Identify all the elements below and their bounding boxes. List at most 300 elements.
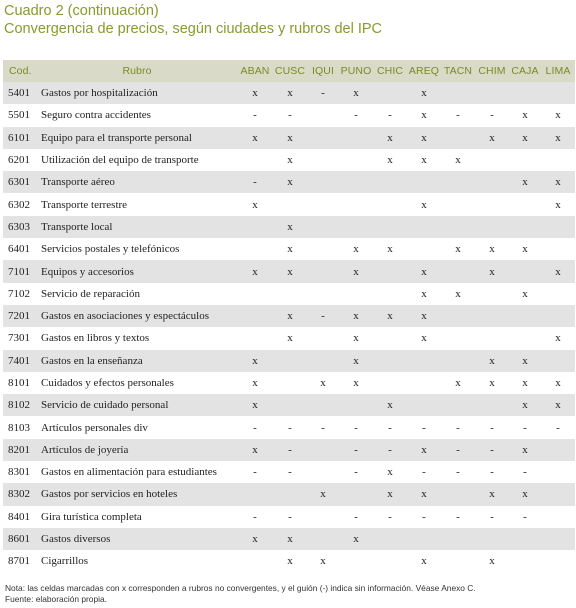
city-cell — [541, 305, 575, 327]
city-cell — [373, 171, 407, 193]
city-cell: x — [455, 243, 461, 256]
row-rubro: Transporte aéreo — [37, 171, 237, 193]
city-cell — [541, 149, 575, 171]
city-cell: x — [237, 127, 273, 149]
row-code: 8301 — [8, 466, 30, 479]
table-row — [3, 416, 575, 438]
city-cell — [373, 260, 407, 282]
city-cell: x — [455, 154, 461, 167]
city-cell: x — [421, 332, 427, 345]
city-cell — [475, 305, 509, 327]
city-cell: x — [252, 377, 258, 389]
table-row — [3, 372, 575, 394]
city-cell: - — [253, 421, 257, 434]
city-cell — [441, 305, 475, 327]
row-rubro: Gastos diversos — [37, 528, 237, 550]
city-cell: x — [541, 394, 575, 416]
city-cell — [541, 283, 575, 305]
city-cell — [237, 283, 273, 305]
city-cell — [509, 82, 541, 104]
city-cell: x — [237, 350, 273, 372]
city-cell — [307, 193, 339, 215]
city-cell — [307, 350, 339, 372]
city-cell: x — [407, 439, 441, 461]
city-cell: x — [237, 439, 273, 461]
city-cell — [307, 283, 339, 305]
column-header-code: Cod. — [3, 60, 37, 82]
row-code: 6303 — [3, 216, 37, 238]
city-cell — [509, 193, 541, 215]
city-cell: x — [489, 555, 495, 568]
city-cell — [339, 550, 373, 572]
city-cell: - — [253, 466, 257, 479]
table-row — [3, 82, 575, 104]
city-cell — [237, 238, 273, 260]
column-header-city: TACN — [441, 60, 475, 82]
city-cell — [373, 216, 407, 238]
city-cell: x — [421, 109, 427, 122]
city-cell — [273, 483, 307, 505]
row-rubro: Cuidados y efectos personales — [41, 377, 174, 389]
city-cell: - — [523, 510, 527, 523]
city-cell: - — [388, 109, 392, 122]
row-code: 5401 — [3, 82, 37, 104]
city-cell — [407, 372, 441, 394]
city-cell: x — [287, 243, 293, 256]
row-code: 8101 — [8, 377, 30, 389]
city-cell — [307, 528, 339, 550]
city-cell: x — [509, 171, 541, 193]
city-cell: - — [373, 439, 407, 461]
city-cell: - — [490, 510, 494, 523]
table-caption — [4, 2, 382, 38]
city-cell: x — [475, 350, 509, 372]
city-cell: - — [288, 109, 292, 122]
row-code: 8601 — [3, 528, 37, 550]
city-cell — [441, 394, 475, 416]
city-cell: - — [456, 510, 460, 523]
city-cell: x — [541, 260, 575, 282]
city-cell: x — [421, 287, 427, 300]
city-cell: - — [288, 466, 292, 479]
city-cell: x — [387, 154, 393, 167]
city-cell: x — [252, 198, 258, 211]
city-cell — [307, 104, 339, 126]
row-code: 6401 — [8, 243, 30, 256]
city-cell — [307, 238, 339, 260]
table-row — [3, 238, 575, 260]
city-cell: x — [373, 127, 407, 149]
city-cell: x — [237, 260, 273, 282]
source-text: Fuente: elaboración propia. — [5, 594, 107, 604]
city-cell: - — [475, 439, 509, 461]
city-cell — [307, 216, 339, 238]
city-cell — [407, 216, 441, 238]
city-cell: x — [339, 528, 373, 550]
city-cell — [339, 149, 373, 171]
row-code: 7201 — [3, 305, 37, 327]
city-cell: x — [555, 377, 561, 389]
city-cell — [307, 506, 339, 528]
city-cell — [441, 127, 475, 149]
city-cell: x — [541, 127, 575, 149]
row-code: 7102 — [8, 287, 30, 300]
city-cell: - — [490, 466, 494, 479]
row-code: 6201 — [8, 154, 30, 167]
city-cell — [475, 327, 509, 349]
row-code: 6302 — [8, 198, 30, 211]
city-cell — [339, 483, 373, 505]
city-cell: x — [273, 260, 307, 282]
city-cell — [541, 350, 575, 372]
city-cell — [441, 483, 475, 505]
city-cell — [339, 127, 373, 149]
city-cell: - — [307, 305, 339, 327]
city-cell: x — [320, 377, 326, 389]
city-cell: - — [237, 171, 273, 193]
note-text: Nota: las celdas marcadas con x corresponden a rubros no convergentes, y el guión (-) indica sin información. Véase Anexo C. — [5, 583, 476, 593]
table-title: Cuadro 2 (continuación) — [4, 3, 159, 19]
city-cell: x — [522, 109, 528, 122]
city-cell: - — [422, 466, 426, 479]
city-cell: - — [490, 421, 494, 434]
city-cell: x — [307, 483, 339, 505]
city-cell — [307, 149, 339, 171]
city-cell: - — [456, 421, 460, 434]
city-cell — [541, 528, 575, 550]
city-cell — [373, 350, 407, 372]
city-cell: - — [388, 421, 392, 434]
city-cell: x — [509, 394, 541, 416]
city-cell: x — [273, 127, 307, 149]
city-cell: - — [354, 421, 358, 434]
city-cell — [475, 149, 509, 171]
row-rubro: Artículos personales div — [41, 421, 148, 434]
city-cell: x — [339, 305, 373, 327]
city-cell: - — [388, 510, 392, 523]
city-cell — [339, 216, 373, 238]
city-cell: - — [339, 439, 373, 461]
table-row — [3, 483, 575, 505]
city-cell — [441, 260, 475, 282]
city-cell: - — [321, 421, 325, 434]
table-row — [3, 305, 575, 327]
city-cell: x — [555, 332, 561, 345]
city-cell: x — [509, 439, 541, 461]
row-code: 7401 — [3, 350, 37, 372]
row-rubro: Transporte terrestre — [41, 198, 128, 211]
city-cell: x — [387, 466, 393, 479]
row-rubro: Transporte local — [37, 216, 237, 238]
city-cell — [373, 193, 407, 215]
city-cell — [407, 171, 441, 193]
city-cell — [509, 550, 541, 572]
table-row — [3, 506, 575, 528]
city-cell — [509, 260, 541, 282]
city-cell: x — [339, 260, 373, 282]
city-cell — [373, 372, 407, 394]
city-cell: - — [523, 421, 527, 434]
row-code: 7101 — [3, 260, 37, 282]
convergence-table — [3, 60, 575, 573]
city-cell — [373, 528, 407, 550]
city-cell — [475, 193, 509, 215]
city-cell: - — [307, 82, 339, 104]
city-cell — [509, 528, 541, 550]
city-cell — [441, 171, 475, 193]
table-row — [3, 149, 575, 171]
city-cell — [441, 216, 475, 238]
city-cell — [509, 327, 541, 349]
city-cell: x — [237, 528, 273, 550]
city-cell — [273, 193, 307, 215]
city-cell — [307, 260, 339, 282]
column-header-city: ABAN — [237, 60, 273, 82]
column-header-city: CHIC — [373, 60, 407, 82]
row-rubro: Gastos en libros y textos — [41, 332, 150, 345]
city-cell: - — [456, 466, 460, 479]
city-cell — [407, 350, 441, 372]
city-cell — [307, 171, 339, 193]
city-cell — [407, 238, 441, 260]
table-row — [3, 193, 575, 215]
table-row — [3, 528, 575, 550]
row-rubro: Servicio de cuidado personal — [37, 394, 237, 416]
row-code: 8302 — [3, 483, 37, 505]
city-cell: - — [523, 466, 527, 479]
city-cell: x — [287, 154, 293, 167]
table-row — [3, 350, 575, 372]
city-cell — [541, 461, 575, 483]
city-cell: x — [353, 243, 359, 256]
city-cell — [373, 550, 407, 572]
city-cell — [307, 394, 339, 416]
city-cell — [541, 238, 575, 260]
row-rubro: Gastos en alimentación para estudiantes — [41, 466, 217, 479]
city-cell — [273, 283, 307, 305]
city-cell: x — [407, 127, 441, 149]
table-row — [3, 283, 575, 305]
city-cell: x — [287, 332, 293, 345]
row-rubro: Gastos por hospitalización — [37, 82, 237, 104]
row-rubro: Gastos por servicios en hoteles — [37, 483, 237, 505]
city-cell — [237, 305, 273, 327]
city-cell: x — [273, 82, 307, 104]
city-cell — [237, 216, 273, 238]
city-cell: - — [354, 109, 358, 122]
city-cell: x — [509, 350, 541, 372]
city-cell — [307, 327, 339, 349]
table-row — [3, 439, 575, 461]
city-cell — [441, 350, 475, 372]
row-rubro: Utilización del equipo de transporte — [41, 154, 199, 167]
city-cell — [541, 550, 575, 572]
city-cell — [441, 528, 475, 550]
table-row — [3, 461, 575, 483]
city-cell: x — [273, 305, 307, 327]
city-cell — [541, 439, 575, 461]
table-row — [3, 260, 575, 282]
city-cell: x — [555, 198, 561, 211]
city-cell — [541, 82, 575, 104]
city-cell — [237, 550, 273, 572]
city-cell: x — [421, 555, 427, 568]
city-cell — [237, 149, 273, 171]
city-cell — [475, 528, 509, 550]
city-cell: x — [353, 332, 359, 345]
city-cell: - — [288, 421, 292, 434]
city-cell — [273, 394, 307, 416]
column-header-city: AREQ — [407, 60, 441, 82]
table-notes — [5, 583, 476, 605]
city-cell — [339, 193, 373, 215]
row-code: 7301 — [8, 332, 30, 345]
city-cell — [475, 171, 509, 193]
column-header-city: CUSC — [273, 60, 307, 82]
city-cell: x — [475, 127, 509, 149]
city-cell: x — [407, 260, 441, 282]
city-cell — [339, 394, 373, 416]
city-cell — [373, 327, 407, 349]
row-rubro: Artículos de joyería — [37, 439, 237, 461]
city-cell: x — [237, 394, 273, 416]
row-rubro: Gastos en asociaciones y espectáculos — [37, 305, 237, 327]
city-cell: - — [273, 439, 307, 461]
city-cell: x — [509, 483, 541, 505]
city-cell — [339, 283, 373, 305]
row-code: 8201 — [3, 439, 37, 461]
city-cell: x — [509, 127, 541, 149]
row-rubro: Gastos en la enseñanza — [37, 350, 237, 372]
city-cell: x — [320, 555, 326, 568]
column-header-city: PUNO — [339, 60, 373, 82]
table-row — [3, 104, 575, 126]
table-row — [3, 550, 575, 572]
city-cell — [441, 327, 475, 349]
table-subtitle: Convergencia de precios, según ciudades y rubros del IPC — [4, 21, 383, 37]
city-cell — [441, 82, 475, 104]
table-header-row — [3, 60, 575, 82]
city-cell: x — [353, 377, 359, 389]
city-cell — [541, 483, 575, 505]
row-rubro: Servicios postales y telefónicos — [41, 243, 180, 256]
city-cell — [273, 372, 307, 394]
city-cell: x — [455, 287, 461, 300]
city-cell: - — [422, 510, 426, 523]
column-header-rubro: Rubro — [37, 60, 237, 82]
row-code: 8102 — [3, 394, 37, 416]
row-code: 6101 — [3, 127, 37, 149]
city-cell: - — [288, 510, 292, 523]
row-rubro: Servicio de reparación — [41, 287, 140, 300]
city-cell: x — [475, 483, 509, 505]
city-cell: - — [354, 510, 358, 523]
city-cell: - — [422, 421, 426, 434]
table-row — [3, 394, 575, 416]
city-cell — [339, 171, 373, 193]
city-cell — [441, 550, 475, 572]
city-cell — [541, 506, 575, 528]
city-cell — [541, 216, 575, 238]
city-cell — [373, 283, 407, 305]
row-code: 5501 — [8, 109, 30, 122]
city-cell: - — [253, 510, 257, 523]
city-cell — [509, 149, 541, 171]
city-cell: x — [455, 377, 461, 389]
column-header-city: CHIM — [475, 60, 509, 82]
column-header-city: LIMA — [541, 60, 575, 82]
city-cell: x — [339, 350, 373, 372]
city-cell: x — [421, 154, 427, 167]
row-code: 8401 — [8, 510, 30, 523]
city-cell: x — [475, 260, 509, 282]
city-cell: x — [273, 171, 307, 193]
city-cell: x — [373, 305, 407, 327]
city-cell: x — [273, 216, 307, 238]
city-cell — [475, 394, 509, 416]
row-code: 6301 — [3, 171, 37, 193]
city-cell — [407, 528, 441, 550]
city-cell — [307, 461, 339, 483]
row-rubro: Gira turística completa — [41, 510, 142, 523]
city-cell — [373, 82, 407, 104]
city-cell — [509, 216, 541, 238]
table-row — [3, 171, 575, 193]
city-cell — [307, 127, 339, 149]
city-cell — [237, 483, 273, 505]
city-cell: x — [407, 82, 441, 104]
city-cell: x — [522, 377, 528, 389]
city-cell: x — [421, 198, 427, 211]
city-cell: - — [441, 439, 475, 461]
city-cell: x — [489, 377, 495, 389]
city-cell: - — [490, 109, 494, 122]
city-cell — [237, 327, 273, 349]
city-cell — [475, 82, 509, 104]
city-cell: x — [541, 171, 575, 193]
city-cell: x — [273, 528, 307, 550]
city-cell: x — [407, 305, 441, 327]
city-cell: x — [555, 109, 561, 122]
row-rubro: Equipo para el transporte personal — [37, 127, 237, 149]
city-cell: x — [522, 243, 528, 256]
table-row — [3, 327, 575, 349]
city-cell — [509, 305, 541, 327]
table-row — [3, 127, 575, 149]
city-cell: x — [522, 287, 528, 300]
column-header-city: IQUI — [307, 60, 339, 82]
city-cell: - — [354, 466, 358, 479]
row-code: 8103 — [8, 421, 30, 434]
city-cell — [407, 394, 441, 416]
city-cell: x — [373, 394, 407, 416]
city-cell: x — [387, 243, 393, 256]
city-cell: x — [373, 483, 407, 505]
city-cell: x — [237, 82, 273, 104]
city-cell: x — [339, 82, 373, 104]
city-cell: - — [253, 109, 257, 122]
table-row — [3, 216, 575, 238]
city-cell — [441, 193, 475, 215]
city-cell: x — [489, 243, 495, 256]
row-rubro: Cigarrillos — [41, 555, 89, 568]
column-header-city: CAJA — [509, 60, 541, 82]
city-cell — [273, 350, 307, 372]
city-cell — [475, 283, 509, 305]
row-rubro: Equipos y accesorios — [37, 260, 237, 282]
city-cell: - — [556, 421, 560, 434]
city-cell — [475, 216, 509, 238]
